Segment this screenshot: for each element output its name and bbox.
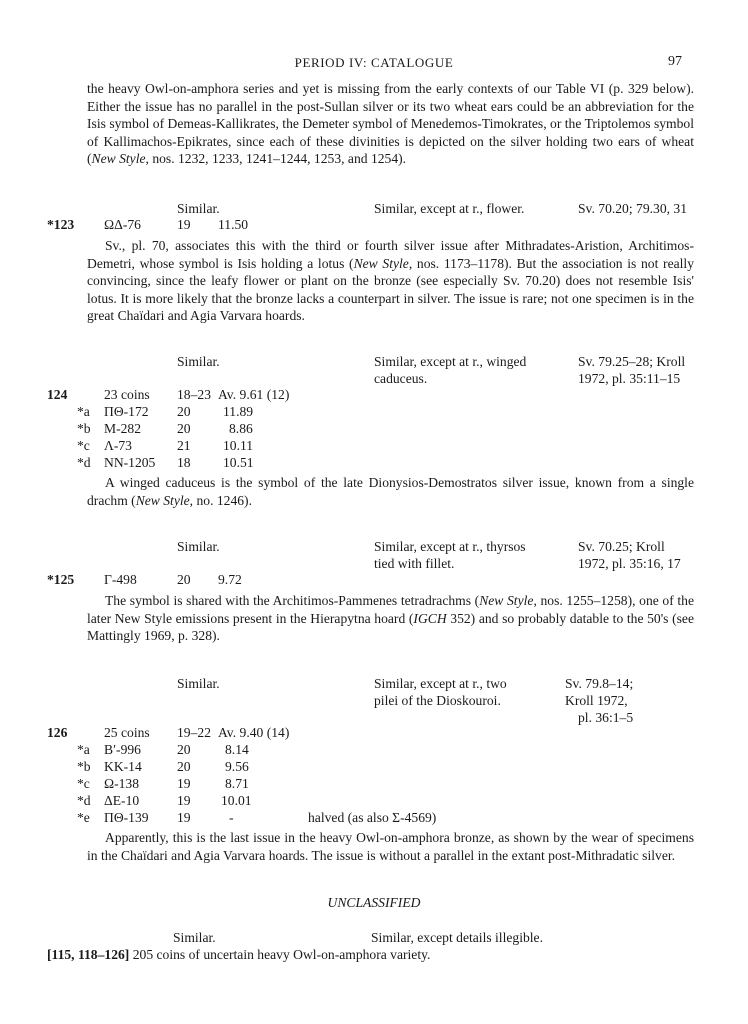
unclassified-summary: [115, 118–126] 205 coins of uncertain heavy Owl-on-amphora variety.	[47, 947, 431, 962]
entry-124-obverse: Similar.	[177, 354, 220, 369]
table-row-diameter: 19	[177, 793, 191, 808]
table-row-diameter: 20	[177, 759, 191, 774]
entry-125-reference-line2: 1972, pl. 35:16, 17	[578, 556, 681, 571]
table-row-die: B′-996	[104, 742, 141, 757]
table-row-mark: *d	[77, 455, 91, 470]
entry-126-reverse-line2: pilei of the Dioskouroi.	[374, 693, 501, 708]
table-row-die: KK-14	[104, 759, 142, 774]
table-row-diameter: 19	[177, 776, 191, 791]
table-row-weight: 8.14	[225, 742, 249, 757]
table-row-weight: -	[229, 810, 234, 825]
entry-124-reference-line2: 1972, pl. 35:11–15	[578, 371, 681, 386]
entry-126-reference-line3: pl. 36:1–5	[578, 710, 634, 725]
table-row-mark: *c	[77, 776, 90, 791]
entry-123-diameter: 19	[177, 217, 191, 232]
entry-123-number: *123	[47, 217, 75, 232]
entry-123-die: ΩΔ-76	[104, 217, 141, 232]
entry-124-reverse-line2: caduceus.	[374, 371, 428, 386]
table-row-mark: *d	[77, 793, 91, 808]
entry-126-count: 25 coins	[104, 725, 150, 740]
unclassified-obverse: Similar.	[173, 930, 216, 945]
table-row-weight: 10.01	[221, 793, 252, 808]
entry-124-number: 124	[47, 387, 68, 402]
table-row-mark: *b	[77, 421, 91, 436]
table-row-die: NN-1205	[104, 455, 156, 470]
entry-126-reference-line2: Kroll 1972,	[565, 693, 628, 708]
table-row-diameter: 20	[177, 404, 191, 419]
entry-125-reference-line1: Sv. 70.25; Kroll	[578, 539, 665, 554]
entry-125-reverse-line1: Similar, except at r., thyrsos	[374, 539, 526, 554]
entry-126-reference-line1: Sv. 79.8–14;	[565, 676, 634, 691]
table-row-diameter: 19	[177, 810, 191, 825]
table-row-weight: 8.71	[225, 776, 249, 791]
entry-126-number: 126	[47, 725, 68, 740]
table-row-weight: 9.56	[225, 759, 249, 774]
entry-126-comment: Apparently, this is the last issue in the heavy Owl-on-amphora bronze, as shown by the wear of specimens in the Chaïdari and Agia Varvara hoards. The issue is without a parallel in the extant post-Mithradatic silver.	[87, 830, 694, 863]
page-number: 97	[668, 54, 682, 69]
unclassified-reverse: Similar, except details illegible.	[371, 930, 543, 945]
entry-126-reverse-line1: Similar, except at r., two	[374, 676, 507, 691]
entry-124-count: 23 coins	[104, 387, 150, 402]
table-row-die: ΔE-10	[104, 793, 140, 808]
entry-123-weight: 11.50	[218, 217, 249, 232]
table-row-mark: *b	[77, 759, 91, 774]
entry-126-obverse: Similar.	[177, 676, 220, 691]
table-row-diameter: 20	[177, 421, 191, 436]
table-row-mark: *e	[77, 810, 90, 825]
table-row-diameter: 18	[177, 455, 191, 470]
entry-125-number: *125	[47, 572, 75, 587]
entry-126-diameter: 19–22	[177, 725, 211, 740]
table-row-die: Ω-138	[104, 776, 140, 791]
running-header: PERIOD IV: CATALOGUE	[294, 55, 454, 70]
entry-125-comment: The symbol is shared with the Architimos-Pammenes tetradrachms (New Style, nos. 1255–1258), one of the later New Style emissions present in the Hierapytna hoard (IGCH 352) and so probably datable to the 50's (see Mattingly 1969, p. 328).	[87, 593, 694, 644]
table-row-die: M-282	[104, 421, 142, 436]
entry-124-weight: Av. 9.61 (12)	[218, 387, 290, 402]
entry-126-weight: Av. 9.40 (14)	[218, 725, 290, 740]
entry-123-comment: Sv., pl. 70, associates this with the third or fourth silver issue after Mithradates-Aristion, Architimos-Demetri, whose symbol is Isis holding a lotus (New Style, nos. 1173–1178). But the association is not really convincing, since the leafy flower or plant on the bronze (see especially Sv. 70.20) does not resemble Isis' lotus. It is more likely that the bronze lacks a counterpart in silver. The issue is rare; not one specimen is in the great Chaïdari and Agia Varvara hoards.	[87, 238, 694, 324]
table-row-mark: *c	[77, 438, 90, 453]
table-row-die: ΠΘ-139	[104, 810, 149, 825]
entry-123-obverse: Similar.	[177, 201, 220, 216]
table-row-diameter: 21	[177, 438, 191, 453]
halved-note: halved (as also Σ-4569)	[308, 810, 437, 825]
entry-125-obverse: Similar.	[177, 539, 220, 554]
entry-124-reverse-line1: Similar, except at r., winged	[374, 354, 527, 369]
table-row-weight: 11.89	[223, 404, 254, 419]
table-row-weight: 10.11	[223, 438, 254, 453]
entry-124-comment: A winged caduceus is the symbol of the late Dionysios-Demostratos silver issue, known from a single drachm (New Style, no. 1246).	[87, 475, 694, 508]
table-row-die: Λ-73	[104, 438, 132, 453]
table-row-die: ΠΘ-172	[104, 404, 149, 419]
table-row-weight: 10.51	[223, 455, 254, 470]
entry-124-reference-line1: Sv. 79.25–28; Kroll	[578, 354, 686, 369]
intro-paragraph: the heavy Owl-on-amphora series and yet is missing from the early contexts of our Table VI (p. 329 below). Either the issue has no parallel in the post-Sullan silver or its two wheat ears could be an abbreviation for the Isis symbol of Demeas-Kallikrates, the Demeter symbol of Menedemos-Timokrates, or the Triptolemos symbol of Kallimachos-Epikrates, since each of these divinities is depicted on the silver holding two ears of wheat (New Style, nos. 1232, 1233, 1241–1244, 1253, and 1254).	[87, 81, 694, 167]
entry-123-reverse: Similar, except at r., flower.	[374, 201, 525, 216]
table-row-weight: 8.86	[229, 421, 253, 436]
entry-125-reverse-line2: tied with fillet.	[374, 556, 455, 571]
section-heading-unclassified: UNCLASSIFIED	[327, 895, 421, 910]
table-row-mark: *a	[77, 742, 90, 757]
table-row-mark: *a	[77, 404, 90, 419]
entry-124-diameter: 18–23	[177, 387, 211, 402]
table-row-diameter: 20	[177, 742, 191, 757]
entry-125-weight: 9.72	[218, 572, 242, 587]
entry-123-reference: Sv. 70.20; 79.30, 31	[578, 201, 688, 216]
entry-125-die: Γ-498	[104, 572, 137, 587]
entry-125-diameter: 20	[177, 572, 191, 587]
